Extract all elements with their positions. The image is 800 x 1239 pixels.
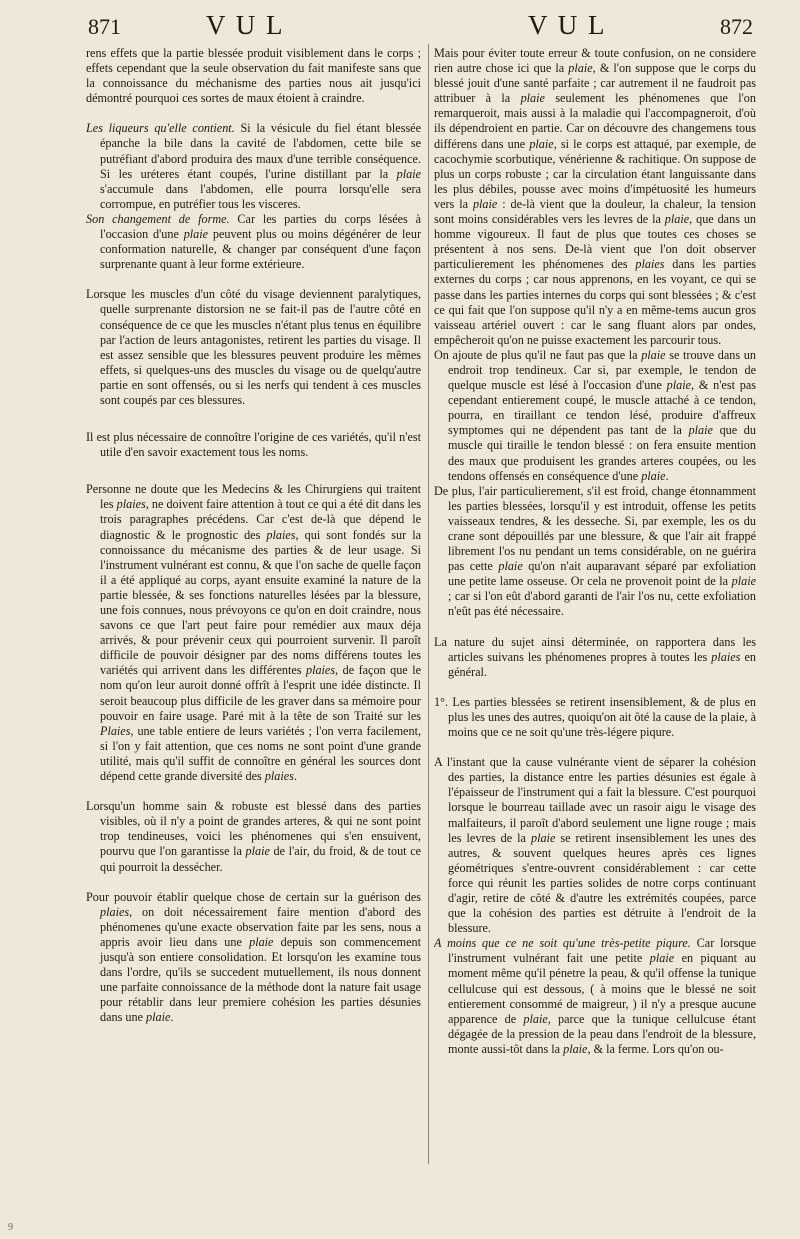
paragraph <box>434 484 756 620</box>
text-run: en général. <box>448 649 756 679</box>
italic-text: plaies <box>100 904 130 919</box>
left-page-number: 871 <box>88 14 121 39</box>
page-corner-mark: 9 <box>8 1222 13 1233</box>
paragraph <box>434 635 756 680</box>
text-run: peuvent plus ou moins dégénérer de leur conformation naturelle, & changer par conséquent d'une façon surprenante quant à leur forme extérieure. <box>100 227 421 272</box>
italic-text: plaies <box>264 769 294 784</box>
text-run: . <box>665 468 669 483</box>
paragraph <box>434 46 756 348</box>
italic-text: plaie <box>641 468 666 483</box>
italic-text: plaie <box>688 423 713 438</box>
italic-text: plaies <box>305 663 336 678</box>
paragraph <box>434 695 756 740</box>
paragraph <box>86 46 421 106</box>
text-run: , si le corps est attaqué, par exemple, de cacochymie scorbutique, vénérienne & rachitique. On suppose de plus un corps robuste ; car la circulation étant languissante dans les plus débiles, pousse avec moins d'impétuosité les humeurs vers la <box>434 136 756 211</box>
italic-text: plaie <box>523 1011 548 1026</box>
text-run: . <box>170 1010 174 1025</box>
text-run: La nature du sujet ainsi déterminée, on rapportera dans les articles suivans les phénomenes propres à toutes les <box>434 634 756 664</box>
text-run: , on doit nécessairement faire mention d'abord des phénomenes qu'une exacte observation faite par les sens, nous a appris avoir lieu dans une <box>100 904 421 949</box>
italic-text: Son changement de forme. <box>86 211 230 226</box>
text-run: Lorsqu'un homme sain & robuste est blessé dans des parties visibles, où il n'y a point de grandes arteres, & qui ne sont point trop tendineuses, voici les phénomenes qui s'en ensuivent, pourvu que l'on garantisse la <box>86 799 421 859</box>
paragraph <box>434 348 756 484</box>
italic-text: plaie <box>666 378 692 393</box>
italic-text: Les liqueurs qu'elle contient. <box>86 121 235 136</box>
text-run: rens effets que la partie blessée produit visiblement dans le corps ; effets cependant que la seule observation du fait manifeste sans que la connoissance du méchanisme des parties nous ait jusqu'ici démontré pourquoi ces sortes de maux étoient à craindre. <box>86 46 421 106</box>
text-run: De plus, l'air particulierement, s'il est froid, change étonnamment les parties blessées, lorsqu'il y est introduit, offense les petits vaisseaux tendres, & les desseche. Si, par exemple, les os du crane sont dépouillés par une blessure, & que l'air ait frappé librement l'os nu pendant un tems considérable, on ne guérira pas cette <box>434 483 756 574</box>
page-header <box>0 10 800 44</box>
italic-text: A moins que ce ne soit qu'une très-petite piqure. <box>434 936 691 951</box>
text-run: en piquant au moment même qu'il pénetre la peau, & qu'il offense la tunique cellulcuse qui est dessous, ( à moins que le blessé ne soit entierement consommé de maigreur, ) il n'y a presque aucune apparence de <box>448 951 756 1026</box>
text-run: : de-là vient que la douleur, la chaleur, la tension sont moins considérables vers les levres de la <box>434 196 756 227</box>
paragraph <box>86 430 421 460</box>
italic-text: plaies <box>711 649 741 664</box>
italic-text: plaie <box>529 136 554 151</box>
text-run: depuis son commencement jusqu'à son entiere consolidation. Et lorsqu'on les examine tous dans l'ordre, qu'ils se succedent mutuellement, ils nous donnent une parfaite connoissance de la méthode dont la nature fait usage pour rétablir dans leur premiere cohésion les parties désunies dans une <box>100 934 421 1025</box>
left-running-head: V U L <box>206 10 285 40</box>
text-run: A l'instant que la cause vulnérante vient de séparer la cohésion des parties, la distance entre les parties désunies est égale à l'épaisseur de l'instrument qui a fait la blessure. C'est pourquoi lorsque le bourreau taillade avec un rasoir aigu le visage des malfaiteurs, il paroît d'abord seulement une ligne rouge ; mais les levres de la <box>434 755 756 845</box>
column-divider <box>428 44 429 1164</box>
text-run: 1°. Les parties blessées se retirent insensiblement, & de plus en plus les unes des autres, quoiqu'on ait ôté la cause de la plaie, à moins que ce ne soit qu'une très-légere piqure. <box>434 694 756 740</box>
text-run: , une table entiere de leurs variétés ; l'on verra facilement, si l'on y fait attention, que ces noms ne sont point d'une grande utilité, mais qu'il suffit de connoître en général les sources dont dépend cette grande diversité des <box>100 723 421 784</box>
paragraph <box>86 121 421 212</box>
italic-text: plaie <box>396 166 421 181</box>
italic-text: plaies <box>266 527 296 542</box>
italic-text: plaie <box>563 1041 588 1056</box>
italic-text: plaie <box>472 196 498 211</box>
italic-text: plaie <box>568 61 593 76</box>
italic-text: plaie <box>245 844 270 859</box>
paragraph <box>434 936 756 1057</box>
text-run: On ajoute de plus qu'il ne faut pas que la <box>434 347 642 362</box>
text-run: Il est plus nécessaire de connoître l'origine de ces variétés, qu'il n'est utile d'en savoir exactement tous les noms. <box>86 430 421 460</box>
text-run: , que dans un homme vigoureux. Il faut de plus que toutes ces choses se présentent à nos sens. De-là vient que l'on doit observer particulierement les phénomenes des <box>434 212 756 272</box>
text-run: que du muscle qui tiraille le tendon blessé : on fera ensuite mention des maux que produisent les grandes arteres coupées, ou les tendons offensés en conséquence d'une <box>448 423 756 483</box>
paragraph <box>434 755 756 936</box>
text-run: s'accumule dans l'abdomen, elle pourra lorsqu'elle sera corrompue, en putréfier tous les visceres. <box>100 181 421 211</box>
text-run: Lorsque les muscles d'un côté du visage deviennent paralytiques, quelle surprenante distorsion ne se fait-il pas de l'autre côté en conséquence de ce que les muscles n'étant plus tenus en équilibre par l'action de leurs antagonistes, retirent les parties du visage. Il est assez sensible que les blessures peuvent produire les mêmes effets, si quelques-uns des muscles du visage ou de quelqu'autre partie en sont offensés, ou si les nerfs qui tendent à ces muscles sont coupés par ces blessures. <box>86 287 421 407</box>
italic-text: plaies <box>635 257 665 272</box>
paragraph <box>86 212 421 272</box>
text-run: se retirent insensiblement les unes des autres, & souvent quelques heures après ces lignes géométriques s'entre-ouvrent considérablement : car cette force qui réunit les parties solides de notre corps continuant d'agir, retire de côté & d'autre les extrémités coupées, parce que la cohésion des parties est détruite à l'endroit de la blessure. <box>448 830 756 936</box>
text-run: Pour pouvoir établir quelque chose de certain sur la guérison des <box>86 889 421 904</box>
text-run: , & l'on suppose que le corps du blessé jouit d'une santé parfaite ; car autrement il ne faudroit pas attribuer à la <box>434 61 756 106</box>
left-column <box>86 46 421 1025</box>
text-run: se trouve dans un endroit trop tendineux. Car si, par exemple, le tendon de quelque muscle est lésé à l'occasion d'une <box>448 347 756 393</box>
text-run: de l'air, du froid, & de tout ce qui pourroit la dessécher. <box>100 844 421 874</box>
italic-text: plaie <box>649 951 675 966</box>
italic-text: plaie <box>498 559 523 574</box>
italic-text: plaie <box>249 934 274 949</box>
italic-text: plaie <box>520 91 545 106</box>
right-column <box>434 46 756 1057</box>
text-run: , ne doivent faire attention à tout ce qui a été dit dans les trois paragraphes précédens. Car c'est de-là que dépend le diagnostic & le prognostic des <box>100 497 421 542</box>
paragraph <box>86 890 421 1026</box>
text-run: dans les parties externes du corps ; car nous apprenons, en les voyant, ce qui se passe dans les parties internes du corps qui sont blessées ; & c'est ce qui fait que l'on suppose qu'il n'y a en même-tems aucun gros vaisseau artériel ouvert : car le sang fluant alors par ondes, empêcheroit qu'on ne puisse exactement les parcourir tous. <box>434 257 756 347</box>
text-run: . <box>293 769 297 784</box>
italic-text: plaie <box>530 830 556 845</box>
italic-text: plaies <box>116 497 146 512</box>
italic-text: plaie <box>731 574 756 589</box>
text-run: , & la ferme. Lors qu'on ou- <box>587 1041 724 1056</box>
italic-text: plaie <box>183 227 209 242</box>
text-run: , qui sont fondés sur la connoissance du mécanisme des parties & de leur usage. Si l'instrument vulnérant est connu, & que l'on sache de quelle façon il a été appliqué au corps, ayant ensuite examiné la nature de la partie blessée, & ses fonctions naturelles lésées par la blessure, une fois connues, nous prévoyons ce qu'on en doit craindre, nous savons ce que l'art peut faire pour remédier aux maux déja arrivés, & pour prévenir ceux qui pourroient survenir. Il paroît difficile de pouvoir désigner par des noms différens toutes les variétés qui arrivent dans les différentes <box>100 527 421 678</box>
text-run: Personne ne doute que les Medecins & les Chirurgiens qui traitent les <box>86 482 421 512</box>
text-run: seulement les phénomenes que l'on remarqueroit, mais aussi à la maladie qui l'accompagneroit, d'où ils dépendroient en partie. Car on découvre des changemens tous différens dans une <box>434 91 756 151</box>
text-run: , & n'est pas cependant entierement coupé, le muscle attaché à ce tendon, pourra, en tiraillant ce tendon lésé, produire d'affreux symptomes qui ne dépendent pas tant de la <box>448 378 756 438</box>
text-run: Car les parties du corps lésées à l'occasion d'une <box>100 211 421 242</box>
paragraph <box>86 482 421 784</box>
text-run: Mais pour éviter toute erreur & toute confusion, on ne considere rien autre chose ici que la <box>434 46 756 76</box>
text-run: Si la vésicule du fiel étant blessée épanche la bile dans la cavité de l'abdomen, cette bile se putréfiant d'abord produira des maux d'une terrible conséquence. Si les uréteres étant coupés, l'urine distillant par la <box>100 121 421 181</box>
italic-text: plaie <box>146 1010 171 1025</box>
text-run: Car lorsque l'instrument vulnérant fait une petite <box>448 936 756 966</box>
right-running-head: V U L <box>528 10 607 40</box>
right-page-number: 872 <box>720 14 753 39</box>
text-run: ; car si l'on eût d'abord garanti de l'air l'os nu, cette exfoliation n'eût pas été nécessaire. <box>448 589 756 619</box>
italic-text: plaie <box>641 347 666 362</box>
text-run: , de façon que le nom qu'on leur auroit donné offrît à l'esprit une idée distincte. Il seroit beaucoup plus difficile de les graver dans sa mémoire pour pouvoir en faire usage. Paré mit à la tête de son Traité sur les <box>100 663 421 723</box>
italic-text: plaie <box>664 212 690 227</box>
paragraph <box>86 799 421 874</box>
italic-text: Plaies <box>100 723 131 738</box>
text-run: qu'on n'ait auparavant séparé par exfoliation une petite lame osseuse. Or cela ne provenoit point de la <box>448 559 756 589</box>
text-run: , parce que la tunique cellulcuse étant dégagée de la pression de la peau dans l'endroit de la blessure, monte aussi-tôt dans la <box>448 1011 756 1056</box>
paragraph <box>86 287 421 408</box>
